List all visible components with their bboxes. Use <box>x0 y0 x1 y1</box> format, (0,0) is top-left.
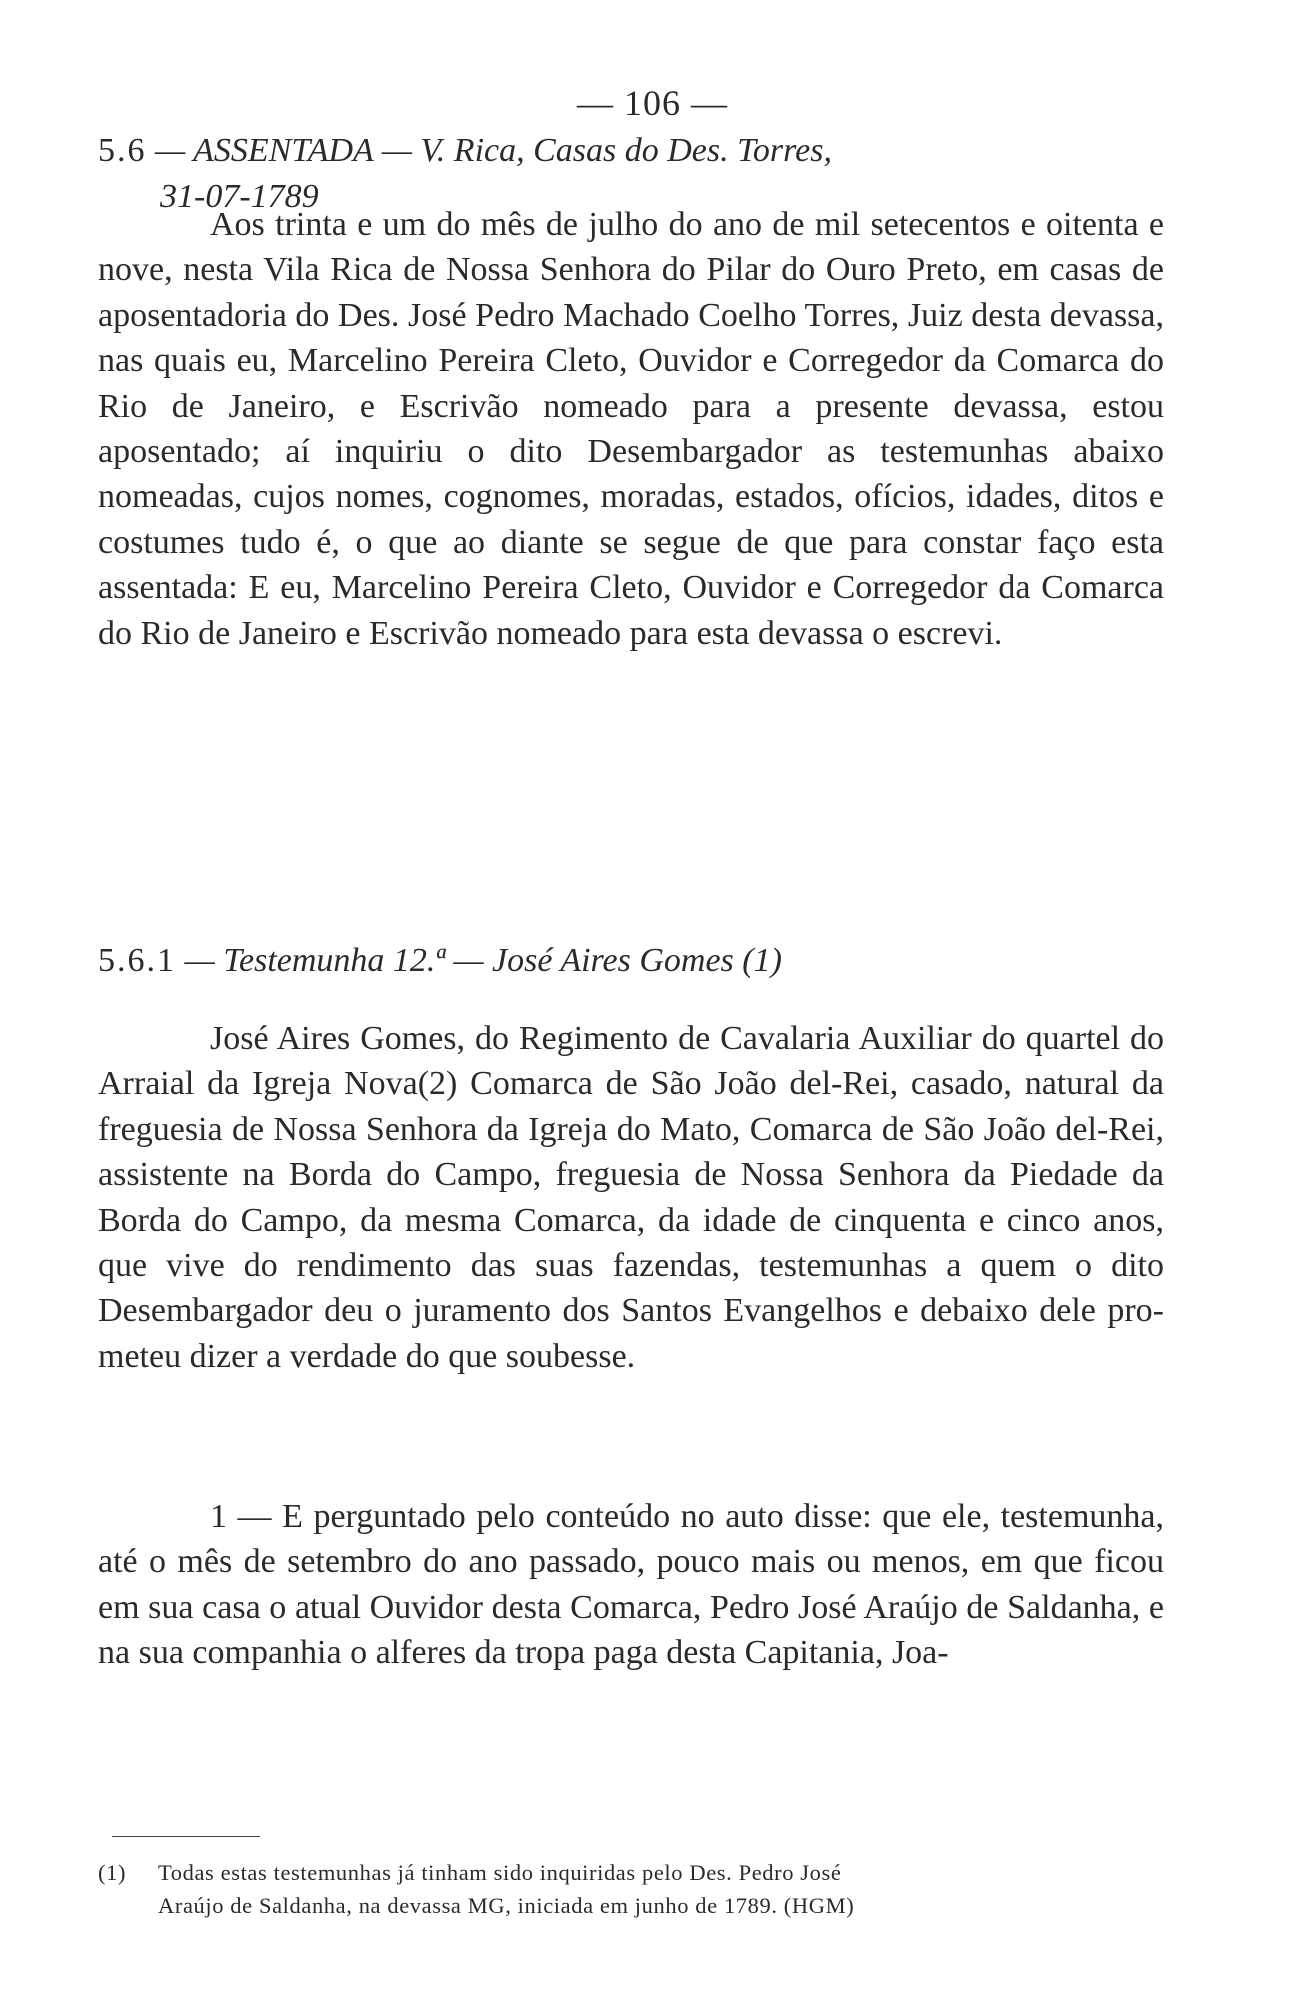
footnote <box>98 1856 1178 1922</box>
subsection-title: — Testemunha 12.ª — José Aires Gomes (1) <box>184 942 782 979</box>
testimony-paragraph: 1 — E perguntado pelo conteúdo no auto disse: que ele, testemunha, até o mês de setembro do ano passado, pouco mais ou menos, em que ficou em sua casa o atual Ouvidor desta Comarca, Pedro José Araújo de Saldanha, e na sua companhia o alferes da tropa paga desta Capitania, Joa- <box>98 1498 1164 1672</box>
footnote-divider <box>112 1836 260 1837</box>
footnote-line-1: Todas estas testemunhas já tinham sido inquiridas pelo Des. Pedro José <box>158 1860 842 1885</box>
footnote-line-2: Araújo de Saldanha, na devassa MG, iniciada em junho de 1789. (HGM) <box>158 1893 855 1918</box>
page-number: — 106 — <box>577 83 728 123</box>
section-date: 31-07-1789 <box>160 178 319 215</box>
assentada-paragraph: Aos trinta e um do mês de julho do ano de mil setecentos e oitenta e nove, nesta Vila Rica de Nossa Senhora do Pilar do Ouro Preto, em casas de aposentadoria do Des. José Pedro Machado Coelho Torres, Juiz desta devassa, nas quais eu, Marcelino Pereira Cleto, Ouvidor e Corregedor da Comarca do Rio de Janeiro, e Escrivão nomeado para a presente devassa, estou aposentado; aí inquiriu o dito Desembargador as testemunhas abaixo nomeadas, cujos nomes, cognomes, moradas, estados, ofícios, idades, ditos e costumes tudo é, o que ao diante se segue de que para constar faço esta assentada: E eu, Marcelino Pereira Cleto, Ouvidor e Corregedor da Comarca do Rio de Janeiro e Escrivão nomeado para esta devassa o escrevi. <box>98 206 1164 652</box>
section-number: 5.6 <box>98 132 147 169</box>
section-title: — ASSENTADA — V. Rica, Casas do Des. Torres, <box>155 132 832 169</box>
witness-paragraph: José Aires Gomes, do Regimento de Cavalaria Auxiliar do quartel do Arraial da Igreja Nova(2) Comarca de São João del-Rei, casado, natural da freguesia de Nossa Senhora da Igreja do Mato, Comarca de São João del-Rei, assistente na Borda do Campo, freguesia de Nossa Senhora da Piedade da Borda do Campo, da mesma Comarca, da idade de cinquenta e cinco anos, que vive do rendimento das suas fazendas, testemunhas a quem o dito Desembargador deu o juramento dos Santos Evangelhos e debaixo dele prometeu dizer a verdade do que soubesse. <box>98 1020 1164 1375</box>
subsection-heading <box>98 938 1218 984</box>
subsection-number: 5.6.1 <box>98 942 176 979</box>
footnote-mark: (1) <box>98 1860 127 1885</box>
